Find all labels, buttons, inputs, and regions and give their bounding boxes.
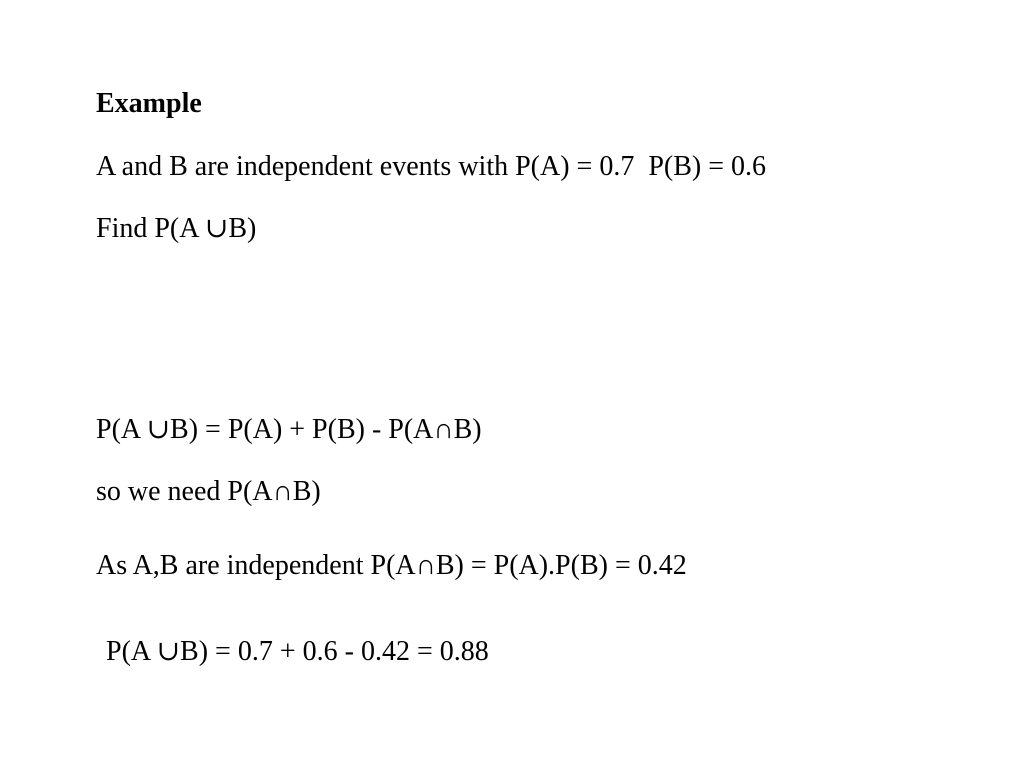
slide-title: Example — [96, 88, 202, 119]
answer-line: P(A ∪B) = 0.7 + 0.6 - 0.42 = 0.88 — [106, 636, 489, 667]
union-formula: P(A ∪B) = P(A) + P(B) - P(A∩B) — [96, 414, 482, 445]
question-line: Find P(A ∪B) — [96, 213, 257, 244]
problem-statement: A and B are independent events with P(A) = 0.7 P(B) = 0.6 — [96, 151, 767, 182]
need-line: so we need P(A∩B) — [96, 476, 321, 507]
independence-line: As A,B are independent P(A∩B) = P(A).P(B) = 0.42 — [96, 550, 687, 581]
